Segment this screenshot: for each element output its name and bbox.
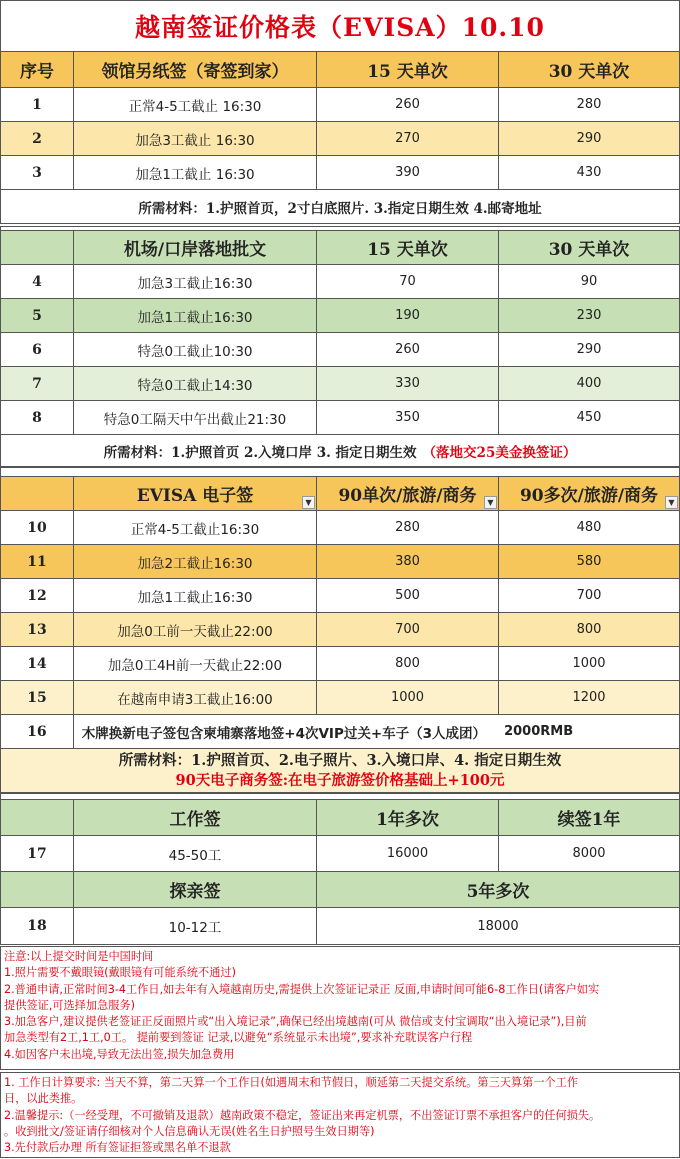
col-header-1year: 1年多次: [317, 800, 499, 835]
row-price-15: 390: [317, 156, 499, 189]
col-header-type: 领馆另纸签（寄签到家）: [74, 52, 317, 87]
row-desc: 加急0工4H前一天截止22:00: [74, 647, 317, 680]
row-price-multi: 480: [576, 520, 602, 535]
materials-note-row: [1, 190, 679, 224]
note-line: 加急类型有2工,1工,0工。 提前要到签证 记录,以避免“系统显示未出境”,要求补充耽误客户行程: [4, 1031, 473, 1045]
row-price-multi: 700: [576, 588, 602, 603]
materials-note: 所需材料：1.护照首页、2.电子照片、3.入境口岸、4. 指定日期生效: [118, 752, 562, 769]
row-no: 13: [1, 613, 74, 646]
row-price-multi: 800: [576, 622, 602, 637]
row-price-15: 190: [317, 299, 499, 332]
col-header-90multi-label: 90多次/旅游/商务: [519, 486, 659, 506]
row-desc: 在越南申请3工截止16:00: [74, 681, 317, 714]
table-row: [1, 579, 679, 613]
col-header-no: [1, 231, 74, 264]
row-desc: 特急0工截止10:30: [74, 333, 317, 366]
materials-note-red: （落地交25美金换签证）: [422, 444, 577, 461]
row-desc: 45-50工: [74, 836, 317, 871]
dropdown-arrow-icon[interactable]: ▼: [302, 496, 315, 509]
row-no: 2: [1, 122, 74, 155]
col-header-family: 探亲签: [74, 872, 317, 907]
work-header-row: [1, 800, 679, 836]
table-row: [1, 836, 679, 872]
table-row: [1, 333, 679, 367]
row-desc: 正常4-5工截止 16:30: [74, 88, 317, 121]
materials-note-row: [1, 435, 679, 467]
row-no: 17: [1, 836, 74, 871]
table-row: [1, 681, 679, 715]
col-header-type-label: EVISA 电子签: [136, 486, 254, 506]
col-header-15day: 15 天单次: [317, 231, 499, 264]
notes-box-1: [0, 946, 680, 1070]
row-price-30: 280: [576, 97, 602, 112]
row-price-15: 350: [317, 401, 499, 434]
note-line: 3.加急客户,建议提供老签证正反面照片或“出入境记录”,确保已经出境越南(可从 微信或支付宝调取“出入境记录”),目前: [4, 1015, 587, 1029]
row-price-30: 400: [576, 376, 602, 391]
row-desc: 加急1工截止 16:30: [74, 156, 317, 189]
col-header-90single: [317, 477, 499, 510]
col-header-no: [1, 477, 74, 510]
row-no: 11: [1, 545, 74, 578]
row16-content: [74, 715, 679, 748]
materials-note: 所需材料：1.护照首页，2寸白底照片. 3.指定日期生效 4.邮寄地址: [138, 200, 542, 217]
col-header-type: 机场/口岸落地批文: [74, 231, 317, 264]
row-desc: 加急2工截止16:30: [74, 545, 317, 578]
col-header-renew: 续签1年: [557, 810, 621, 830]
col-header-work: 工作签: [74, 800, 317, 835]
note-line: 提供签证,可选择加急服务): [4, 998, 135, 1012]
title-bar: [0, 0, 680, 52]
row-desc: 特急0工截止14:30: [74, 367, 317, 400]
row-price-multi: 1000: [572, 656, 606, 671]
materials-note-red: 90天电子商务签:在电子旅游签价格基础上+100元: [175, 772, 505, 789]
table-row: [1, 299, 679, 333]
col-header-15day: 15 天单次: [317, 52, 499, 87]
row-no: 14: [1, 647, 74, 680]
row-price-15: 70: [317, 265, 499, 298]
row16-desc: 木牌换新电子签包含柬埔寨落地签+4次VIP过关+车子（3人成团）: [81, 725, 487, 742]
row-no: 6: [1, 333, 74, 366]
row-price-30: 290: [576, 342, 602, 357]
section-consulate: [0, 52, 680, 224]
row-no: 10: [1, 511, 74, 544]
row-no: 16: [1, 715, 74, 748]
note-line: 3.先付款后办理 所有签证拒签或黑名单不退款: [4, 1141, 231, 1155]
row-no: 12: [1, 579, 74, 612]
row-price-single: 500: [317, 579, 499, 612]
row-price-15: 260: [317, 88, 499, 121]
row-price-30: 290: [576, 131, 602, 146]
row-no: 4: [1, 265, 74, 298]
section2-header-row: [1, 231, 679, 265]
family-header-row: [1, 872, 679, 908]
row-no: 18: [1, 908, 74, 944]
row-desc: 正常4-5工截止16:30: [74, 511, 317, 544]
row-desc: 加急3工截止 16:30: [74, 122, 317, 155]
row-desc: 特急0工隔天中午出截止21:30: [74, 401, 317, 434]
note-line: 日，以此类推。: [4, 1092, 83, 1106]
table-row: [1, 401, 679, 435]
col-header-90single-label: 90单次/旅游/商务: [338, 486, 477, 506]
row-no: 1: [1, 88, 74, 121]
row-desc: 10-12工: [74, 908, 317, 944]
table-row: [1, 156, 679, 190]
row-price-15: 270: [317, 122, 499, 155]
row-desc: 加急1工截止16:30: [74, 579, 317, 612]
row16-price: 2000RMB: [504, 724, 574, 739]
notes-box-2: [0, 1072, 680, 1158]
note-line: 2.温馨提示:（一经受理，不可撤销及退款）越南政策不稳定，签证出来再定机票，不出签证订票不承担客户的任何损失。: [4, 1108, 601, 1122]
note-line: 1.照片需要不戴眼镜(戴眼镜有可能系统不通过): [4, 966, 236, 980]
table-row: [1, 613, 679, 647]
table-row: [1, 715, 679, 749]
note-line: 注意:以上提交时间是中国时间: [4, 950, 154, 963]
row-no: 8: [1, 401, 74, 434]
table-row: [1, 545, 679, 579]
row-price-single: 800: [317, 647, 499, 680]
table-row: [1, 908, 679, 945]
row-price-15: 330: [317, 367, 499, 400]
table-row: [1, 367, 679, 401]
row-price-5year: 18000: [477, 918, 519, 934]
row-price-30: 450: [576, 410, 602, 425]
row-price-30: 90: [580, 274, 598, 289]
row-desc: 加急0工前一天截止22:00: [74, 613, 317, 646]
col-header-5year: 5年多次: [466, 882, 530, 902]
section3-header-row: [1, 477, 679, 511]
row-desc: 加急1工截止16:30: [74, 299, 317, 332]
note-line: 2.普通申请,正常时间3-4工作日,如去年有入境越南历史,需提供上次签证记录正 反面,申请时间可能6-8工作日(请客户如实: [4, 982, 600, 996]
materials-note-text: 所需材料：1.护照首页 2.入境口岸 3. 指定日期生效: [103, 444, 417, 461]
table-row: [1, 647, 679, 681]
note-line: 。收到批文/签证请仔细核对个人信息确认无误(姓名生日护照号生效日期等): [4, 1124, 375, 1138]
table-row: [1, 265, 679, 299]
col-header-no: [1, 872, 74, 907]
row-price-renew: 8000: [572, 846, 606, 861]
col-header-30day: 30 天单次: [548, 240, 630, 260]
col-header-no: [1, 800, 74, 835]
col-header-no: 序号: [1, 52, 74, 87]
row-desc: 加急3工截止16:30: [74, 265, 317, 298]
row-price-single: 280: [317, 511, 499, 544]
col-header-90multi: [499, 477, 679, 510]
col-header-type: [74, 477, 317, 510]
row-price-single: 700: [317, 613, 499, 646]
col-header-30day: 30 天单次: [548, 62, 630, 82]
note-line: 1. 工作日计算要求: 当天不算，第二天算一个工作日(如遇周末和节假日，顺延第二天提交系统。第三天算第一个工作: [4, 1076, 579, 1089]
row-price-multi: 1200: [572, 690, 606, 705]
row-price-30: 430: [576, 165, 602, 180]
table-row: [1, 88, 679, 122]
section-work-family: [0, 799, 680, 945]
note-line: 4.如因客户未出境,导致无法出签,损失加急费用: [4, 1047, 235, 1061]
row-price-30: 230: [576, 308, 602, 323]
row-price-15: 260: [317, 333, 499, 366]
dropdown-arrow-icon[interactable]: ▼: [665, 496, 678, 509]
row-no: 15: [1, 681, 74, 714]
page-title: 越南签证价格表（EVISA）10.10: [135, 13, 545, 42]
table-row: [1, 511, 679, 545]
materials-note: [1, 435, 679, 466]
dropdown-arrow-icon[interactable]: ▼: [484, 496, 497, 509]
section1-header-row: [1, 52, 679, 88]
row-price-multi: 580: [576, 554, 602, 569]
row-price-single: 1000: [317, 681, 499, 714]
table-row: [1, 122, 679, 156]
row-price-single: 380: [317, 545, 499, 578]
section-evisa: [0, 476, 680, 793]
row-no: 7: [1, 367, 74, 400]
row-price-1year: 16000: [317, 836, 499, 871]
row-no: 5: [1, 299, 74, 332]
materials-note-row: [1, 749, 679, 793]
section-landing: [0, 230, 680, 467]
row-no: 3: [1, 156, 74, 189]
